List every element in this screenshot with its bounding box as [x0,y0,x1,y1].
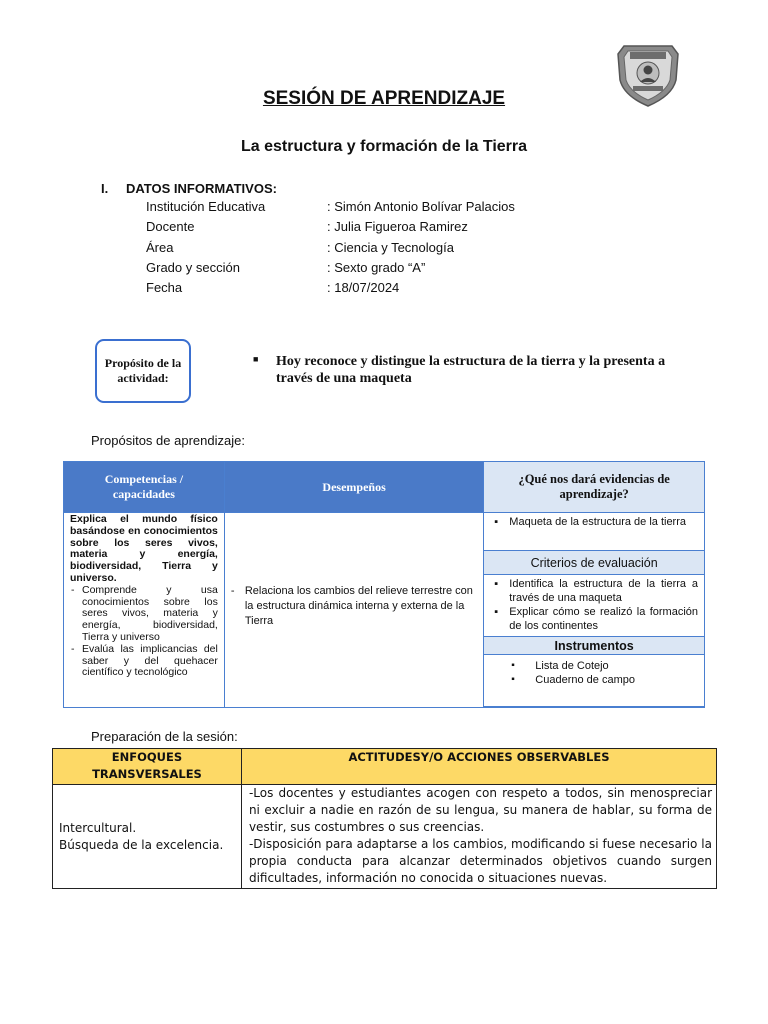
info-row [146,219,515,239]
criterio-item: ▪ Explicar cómo se realizó la formación de los continentes [492,605,698,633]
info-list [146,199,515,300]
table-row [53,785,717,889]
header-enfoques: ENFOQUES TRANSVERSALES [53,749,242,785]
criterios-header: Criterios de evaluación [484,551,705,575]
preparation-label: Preparación de la sesión: [91,729,238,744]
criterio-item: ▪ Identifica la estructura de la tierra a través de una maqueta [492,577,698,605]
info-label: Grado y sección [146,259,240,275]
list-item: - Evalúa las implicancias del saber y del quehacer científico y tecnológico [70,644,218,679]
info-label: Docente [146,219,195,235]
competencia-text: Explica el mundo físico basándose en conocimientos sobre los seres vivos, materia y energía, biodiversidad, Tierra y universo. [70,513,218,584]
purpose-text: Hoy reconoce y distingue la estructura de la tierra y la presenta a través de una maqueta [276,354,666,386]
capacidades-list [70,585,218,679]
info-row [146,240,515,260]
list-item: ▪ Lista de Cotejo [509,659,704,673]
instrumentos-header: Instrumentos [484,637,705,655]
info-row [146,199,515,219]
table-row [64,513,705,551]
section-number: I. [101,181,109,196]
evidencia-text: ▪ Maqueta de la estructura de la tierra [492,515,698,529]
instrumentos-cell [484,655,705,707]
enfoques-cell [53,785,242,889]
list-item: - Comprende y usa conocimientos sobre los seres vivos, materia y energía, biodiversidad, Tierra y universo [70,585,218,644]
info-label: Área [146,239,174,255]
list-item: ▪ Cuaderno de campo [509,673,704,687]
desempeno-text: - Relaciona los cambios del relieve terrestre con la estructura dinámica interna y externa de la Tierra [231,584,479,629]
spacer-cell [484,707,705,708]
purpose-box-label: Propósito de la actividad: [104,356,182,385]
desempeno-cell [224,513,483,708]
learning-purposes-label: Propósitos de aprendizaje: [91,433,245,448]
preparation-table [52,748,717,889]
enfoque-item: Intercultural. [59,820,137,835]
info-value: : Simón Antonio Bolívar Palacios [327,199,515,214]
session-subtitle: La estructura y formación de la Tierra [240,138,528,155]
table-header-row [53,749,717,785]
info-label: Fecha [146,280,183,296]
info-row [146,280,515,300]
info-value: : Ciencia y Tecnología [327,239,454,255]
info-value: : Sexto grado “A” [327,259,426,275]
page-title: SESIÓN DE APRENDIZAJE [262,88,506,109]
info-label: Institución Educativa [146,199,266,214]
section-title: DATOS INFORMATIVOS: [126,181,277,196]
purpose-box [95,339,191,403]
actitud-item: -Los docentes y estudiantes acogen con respeto a todos, sin menospreciar ni excluir a nadie en razón de su lengua, su manera de hablar, su forma de vestir, sus costumbres o sus creencias. [248,786,712,834]
info-value: : Julia Figueroa Ramirez [327,219,468,235]
info-value: : 18/07/2024 [327,280,400,296]
header-actitudes: ACTITUDESY/O ACCIONES OBSERVABLES [241,749,716,785]
header-desempenos: Desempeños [224,462,483,513]
table-header-row [64,462,705,513]
instrumentos-list [484,655,704,693]
evidencia-cell [484,513,705,551]
header-competencias: Competencias / capacidades [64,462,225,513]
enfoque-item: Búsqueda de la excelencia. [59,837,224,852]
learning-table [63,461,705,708]
competencias-cell [64,513,225,708]
info-row [146,260,515,280]
actitud-item: -Disposición para adaptarse a los cambios, modificando si fuese necesario la propia conducta para alcanzar determinados objetivos cuando surgen dificultades, información no conocida o situaciones nuevas. [248,837,712,885]
actitudes-cell [241,785,716,889]
criterios-cell [484,575,705,637]
header-evidencias: ¿Qué nos dará evidencias de aprendizaje? [484,462,705,513]
square-bullet-icon: ■ [253,354,259,364]
